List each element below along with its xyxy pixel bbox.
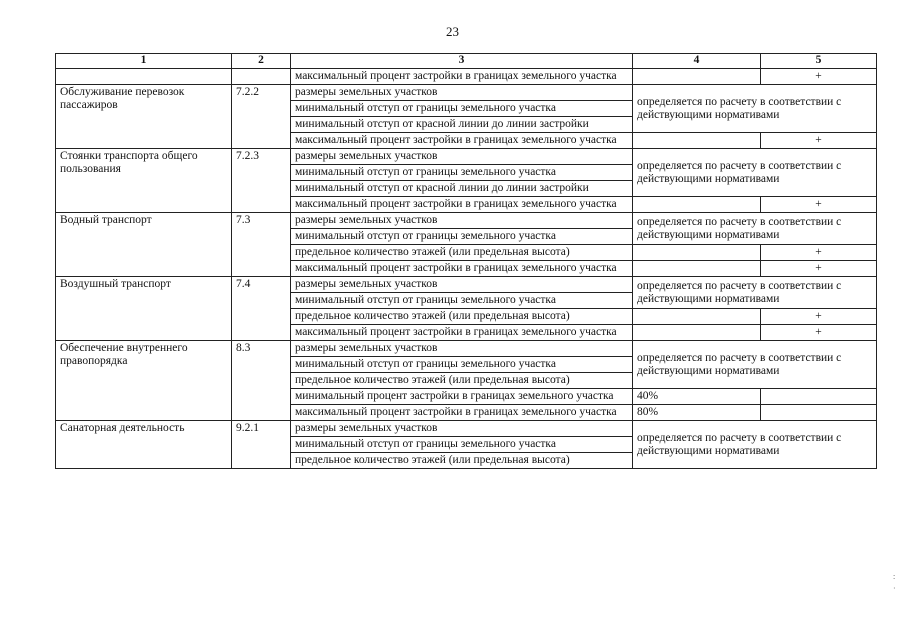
parameter-name: размеры земельных участков (291, 341, 633, 357)
parameter-name: размеры земельных участков (291, 85, 633, 101)
column-4-value (633, 325, 761, 341)
column-header: 4 (633, 54, 761, 69)
column-header: 5 (761, 54, 877, 69)
parameter-name: минимальный отступ от границы земельного участка (291, 357, 633, 373)
use-type-code: 7.3 (232, 213, 291, 277)
parameter-name: размеры земельных участков (291, 277, 633, 293)
parameter-name: размеры земельных участков (291, 213, 633, 229)
table-body (56, 69, 877, 469)
table-header-row (56, 54, 877, 69)
use-type-name (56, 69, 232, 85)
column-5-mark: + (761, 133, 877, 149)
use-type-name: Обеспечение внутреннего правопорядка (56, 341, 232, 421)
parameter-name: минимальный отступ от красной линии до линии застройки (291, 181, 633, 197)
use-type-code: 7.2.3 (232, 149, 291, 213)
use-type-name: Санаторная деятельность (56, 421, 232, 469)
use-type-name: Воздушный транспорт (56, 277, 232, 341)
parameter-name: максимальный процент застройки в границах земельного участка (291, 261, 633, 277)
column-4-value (633, 133, 761, 149)
column-5-mark (761, 389, 877, 405)
column-4-value: 40% (633, 389, 761, 405)
parameter-name: предельное количество этажей (или предельная высота) (291, 309, 633, 325)
table-row (56, 149, 877, 165)
table-row (56, 341, 877, 357)
parameter-name: минимальный отступ от границы земельного участка (291, 293, 633, 309)
parameter-name: минимальный отступ от границы земельного участка (291, 165, 633, 181)
page-number: 23 (446, 24, 459, 39)
column-4-value (633, 197, 761, 213)
parameter-name: минимальный отступ от границы земельного участка (291, 437, 633, 453)
parameter-name: максимальный процент застройки в границах земельного участка (291, 133, 633, 149)
column-4-value (633, 261, 761, 277)
column-5-mark: + (761, 325, 877, 341)
parameter-name: размеры земельных участков (291, 149, 633, 165)
column-5-mark: + (761, 245, 877, 261)
use-type-code: 8.3 (232, 341, 291, 421)
column-4-value (633, 245, 761, 261)
merged-note: определяется по расчету в соответствии с действующими нормативами (633, 213, 877, 245)
scan-margin-mark: : (893, 572, 896, 581)
parameter-name: предельное количество этажей (или предельная высота) (291, 245, 633, 261)
table-row (56, 69, 877, 85)
scan-margin-mark: · (893, 584, 896, 593)
parameter-name: минимальный процент застройки в границах земельного участка (291, 389, 633, 405)
use-type-name: Водный транспорт (56, 213, 232, 277)
use-type-code: 7.4 (232, 277, 291, 341)
use-type-code: 9.2.1 (232, 421, 291, 469)
use-type-code (232, 69, 291, 85)
column-5-mark: + (761, 69, 877, 85)
use-type-name: Обслуживание перевозок пассажиров (56, 85, 232, 149)
column-5-mark (761, 405, 877, 421)
table-row (56, 277, 877, 293)
column-header: 3 (291, 54, 633, 69)
parameter-name: максимальный процент застройки в границах земельного участка (291, 197, 633, 213)
table-row (56, 421, 877, 437)
column-5-mark: + (761, 309, 877, 325)
column-5-mark: + (761, 261, 877, 277)
parameter-name: максимальный процент застройки в границах земельного участка (291, 69, 633, 85)
column-header: 1 (56, 54, 232, 69)
column-5-mark: + (761, 197, 877, 213)
parameter-name: минимальный отступ от границы земельного участка (291, 229, 633, 245)
table-row (56, 85, 877, 101)
table-row (56, 213, 877, 229)
zoning-parameters-table (55, 53, 877, 469)
parameter-name: максимальный процент застройки в границах земельного участка (291, 405, 633, 421)
parameter-name: максимальный процент застройки в границах земельного участка (291, 325, 633, 341)
parameter-name: предельное количество этажей (или предельная высота) (291, 373, 633, 389)
merged-note: определяется по расчету в соответствии с действующими нормативами (633, 85, 877, 133)
column-4-value (633, 309, 761, 325)
merged-note: определяется по расчету в соответствии с действующими нормативами (633, 341, 877, 389)
parameter-name: размеры земельных участков (291, 421, 633, 437)
parameter-name: минимальный отступ от границы земельного участка (291, 101, 633, 117)
parameter-name: предельное количество этажей (или предельная высота) (291, 453, 633, 469)
merged-note: определяется по расчету в соответствии с действующими нормативами (633, 421, 877, 469)
merged-note: определяется по расчету в соответствии с действующими нормативами (633, 149, 877, 197)
use-type-code: 7.2.2 (232, 85, 291, 149)
column-4-value (633, 69, 761, 85)
column-4-value: 80% (633, 405, 761, 421)
parameter-name: минимальный отступ от красной линии до линии застройки (291, 117, 633, 133)
column-header: 2 (232, 54, 291, 69)
use-type-name: Стоянки транспорта общего пользования (56, 149, 232, 213)
merged-note: определяется по расчету в соответствии с действующими нормативами (633, 277, 877, 309)
